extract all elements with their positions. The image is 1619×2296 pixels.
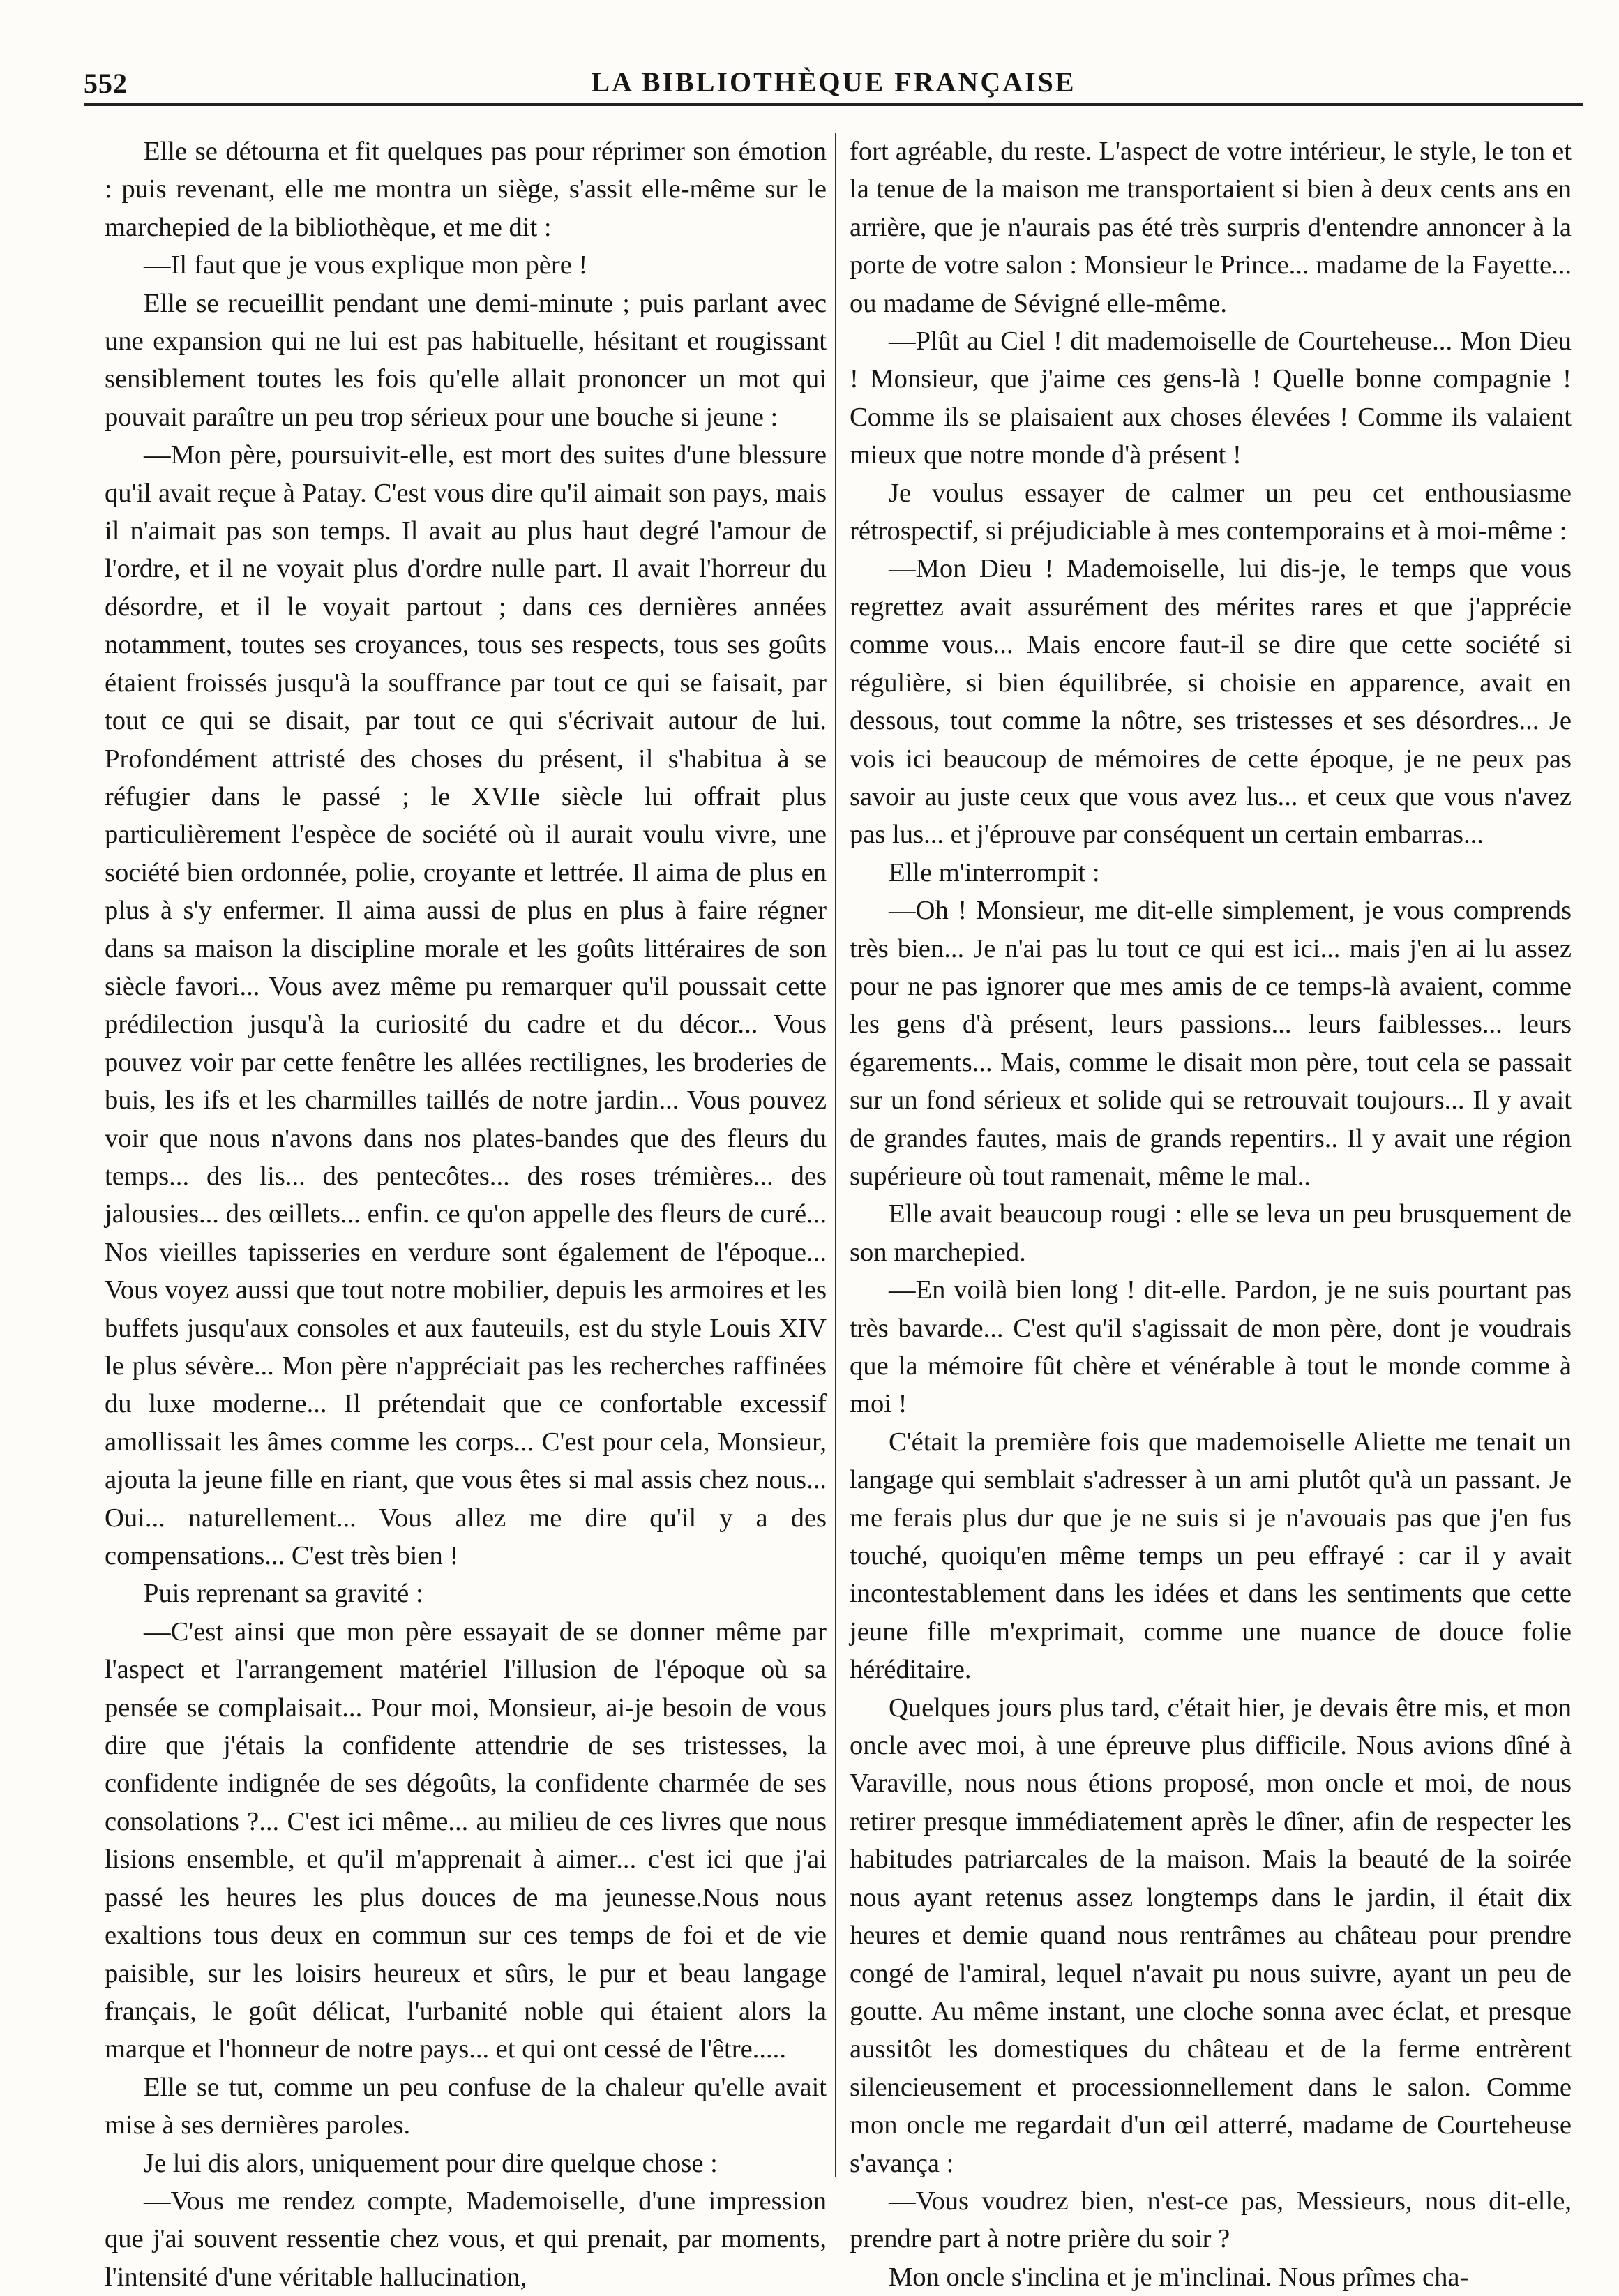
right-column [850,133,1572,2292]
column-divider [835,133,836,2177]
running-title: LA BIBLIOTHÈQUE FRANÇAISE [591,66,1076,98]
paragraph: —Vous voudrez bien, n'est-ce pas, Messieurs, nous dit-elle, prendre part à notre prière du soir ? [850,2186,1572,2254]
paragraph: Mon oncle s'inclina et je m'inclinai. Nous prîmes cha- [889,2262,1469,2292]
paragraph: Je lui dis alors, uniquement pour dire quelque chose : [144,2148,718,2178]
paragraph: Je voulus essayer de calmer un peu cet enthousiasme rétrospectif, si préjudiciable à mes contemporains et à moi-même : [850,478,1572,546]
paragraph: —Plût au Ciel ! dit mademoiselle de Courteheuse... Mon Dieu ! Monsieur, que j'aime ces gens-là ! Quelle bonne compagnie ! Comme ils se plaisaient aux choses élevées ! Comme ils valaient mieux que notre monde d'à présent ! [850,327,1572,470]
paragraph: Elle se détourna et fit quelques pas pour réprimer son émotion : puis revenant, elle me montra un siège, s'assit elle-même sur le marchepied de la bibliothèque, et me dit : [105,137,827,242]
paragraph: Elle se recueillit pendant une demi-minute ; puis parlant avec une expansion qui ne lui est pas habituelle, hésitant et rougissant sensiblement toutes les fois qu'elle allait prononcer un mot qui pouvait paraître un peu trop sérieux pour une bouche si jeune : [105,288,827,432]
left-column [105,133,827,2292]
paragraph: —Mon père, poursuivit-elle, est mort des suites d'une blessure qu'il avait reçue à Patay. C'est vous dire qu'il aimait son pays, mais il n'aimait pas son temps. Il avait au plus haut degré l'amour de l'ordre, et il ne voyait plus d'ordre nulle part. Il avait l'horreur du désordre, et il le voyait partout ; dans ces dernières années notamment, toutes ses croyances, tous ses respects, tous ses goûts étaient froissés jusqu'à la souffrance par tout ce qui se faisait, par tout ce qui se disait, par tout ce qui s'écrivait autour de lui. Profondément attristé des choses du présent, il s'habitua à se réfugier dans le passé ; le XVIIe siècle lui offrait plus particulièrement l'espèce de société où il aurait voulu vivre, une société bien ordonnée, polie, croyante et lettrée. Il aima de plus en plus à s'y enfermer. Il aima aussi de plus en plus à faire régner dans sa maison la discipline morale et les goûts littéraires de son siècle favori... Vous avez même pu remarquer qu'il poussait cette prédilection jusqu'à la curiosité du cadre et du décor... Vous pouvez voir par cette fenêtre les allées rectilignes, les broderies de buis, les ifs et les charmilles taillés de notre jardin... Vous pouvez voir que nous n'avons dans nos plates-bandes que des fleurs du temps... des lis... des pentecôtes... des roses trémières... des jalousies... des œillets... enfin. ce qu'on appelle des fleurs de curé... Nos vieilles tapisseries en verdure sont également de l'époque... Vous voyez aussi que tout notre mobilier, depuis les armoires et les buffets jusqu'aux consoles et aux fauteuils, est du style Louis XIV le plus sévère... Mon père n'appréciait pas les recherches raffinées du luxe moderne... Il prétendait que ce confortable excessif amollissait les âmes comme les corps... C'est pour cela, Monsieur, ajouta la jeune fille en riant, que vous êtes si mal assis chez nous... Oui... naturellement... Vous allez me dire qu'il y a des compensations... C'est très bien ! [105,440,827,1571]
paragraph: fort agréable, du reste. L'aspect de votre intérieur, le style, le ton et la tenue de la maison me transportaient si bien à deux cents ans en arrière, que je n'aurais pas été très surpris d'entendre annoncer à la porte de votre salon : Monsieur le Prince... madame de la Fayette... ou madame de Sévigné elle-même. [850,137,1572,318]
paragraph: C'était la première fois que mademoiselle Aliette me tenait un langage qui semblait s'adresser à un ami plutôt qu'à un passant. Je me ferais plus dur que je ne suis si je n'avouais pas que j'en fus touché, quoiqu'en même temps un peu effrayé : car il y avait incontestablement dans les idées et dans les sentiments que cette jeune fille m'exprimait, comme une nuance de douce folie héréditaire. [850,1427,1572,1685]
paragraph: Elle se tut, comme un peu confuse de la chaleur qu'elle avait mise à ses dernières paroles. [105,2072,827,2140]
paragraph: Elle m'interrompit : [889,857,1100,887]
paragraph: —Mon Dieu ! Mademoiselle, lui dis-je, le temps que vous regrettez avait assurément des mérites rares et que j'apprécie comme vous... Mais encore faut-il se dire que cette société si régulière, si bien équilibrée, si choisie en apparence, avait en dessous, tout comme la nôtre, ses tristesses et ses désordres... Je vois ici beaucoup de mémoires de cette époque, je ne peux pas savoir au juste ceux que vous avez lus... et ceux que vous n'avez pas lus... et j'éprouve par conséquent un certain embarras... [850,554,1572,850]
paragraph: Quelques jours plus tard, c'était hier, je devais être mis, et mon oncle avec moi, à une épreuve plus difficile. Nous avions dîné à Varaville, nous nous étions proposé, mon oncle et moi, de nous retirer presque immédiatement après le dîner, afin de respecter les habitudes patriarcales de la maison. Mais la beauté de la soirée nous ayant retenus assez longtemps dans le jardin, il était dix heures et demie quand nous rentrâmes au château pour prendre congé de l'amiral, lequel n'avait pu nous suivre, ayant un peu de goutte. Au même instant, une cloche sonna avec éclat, et presque aussitôt les domestiques du château et de la ferme entrèrent silencieusement et processionnellement dans le salon. Comme mon oncle me regardait d'un œil atterré, madame de Courteheuse s'avança : [850,1693,1572,2178]
paragraph: —Vous me rendez compte, Mademoiselle, d'une impression que j'ai souvent ressentie chez vous, et qui prenait, par moments, l'intensité d'une véritable hallucination, [105,2186,827,2292]
page-number: 552 [84,68,128,99]
paragraph: —C'est ainsi que mon père essayait de se donner même par l'aspect et l'arrangement matériel l'illusion de l'époque où sa pensée se complaisait... Pour moi, Monsieur, ai-je besoin de vous dire que j'étais la confidente attendrie de ses tristesses, la confidente indignée de ses dégoûts, la confidente charmée de ses consolations ?... C'est ici même... au milieu de ces livres que nous lisions ensemble, et qu'il m'apprenait à aimer... c'est ici que j'ai passé les heures les plus douces de ma jeunesse.Nous nous exaltions tous deux en commun sur ces temps de foi et de vie paisible, sur les loisirs heureux et sûrs, le pur et beau langage français, le goût délicat, l'urbanité noble qui étaient alors la marque et l'honneur de notre pays... et qui ont cessé de l'être..... [105,1616,827,2064]
paragraph: Puis reprenant sa gravité : [144,1579,423,1609]
paragraph: Elle avait beaucoup rougi : elle se leva un peu brusquement de son marchepied. [850,1199,1572,1267]
paragraph: —En voilà bien long ! dit-elle. Pardon, je ne suis pourtant pas très bavarde... C'est qu'il s'agissait de mon père, dont je voudrais que la mémoire fût chère et vénérable à tout le monde comme à moi ! [850,1275,1572,1419]
page-header [84,61,1583,106]
paragraph: —Oh ! Monsieur, me dit-elle simplement, je vous comprends très bien... Je n'ai pas lu tout ce qui est ici... mais j'en ai lu assez pour ne pas ignorer que mes amis de ce temps-là avaient, comme les gens d'à présent, leurs passions... leurs faiblesses... leurs égarements... Mais, comme le disait mon père, tout cela se passait sur un fond sérieux et solide qui se retrouvait toujours... Il y avait de grandes fautes, mais de grands repentirs.. Il y avait une région supérieure où tout ramenait, même le mal.. [850,896,1572,1191]
paragraph: —Il faut que je vous explique mon père ! [144,250,588,280]
